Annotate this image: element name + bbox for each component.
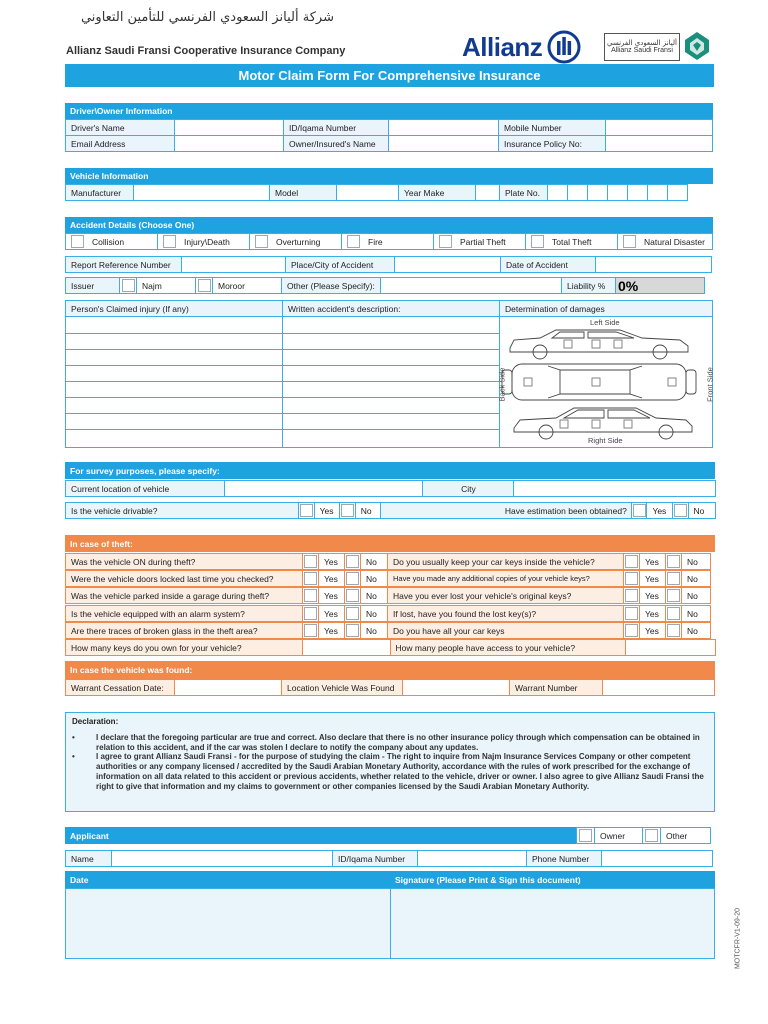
- theft-question-right: Have you made any additional copies of your vehicle keys?: [387, 570, 624, 587]
- yes-label: Yes: [639, 587, 666, 604]
- section-found: In case the vehicle was found:: [65, 661, 715, 679]
- ruled-line: [65, 397, 500, 398]
- applicant-phone-field[interactable]: [601, 850, 713, 867]
- yes-label: Yes: [639, 553, 666, 570]
- location-found-label: Location Vehicle Was Found: [281, 679, 403, 696]
- checkbox[interactable]: [667, 555, 680, 568]
- ruled-line: [65, 413, 500, 414]
- applicant-phone-label: Phone Number: [526, 850, 602, 867]
- no-label: No: [681, 587, 711, 604]
- warrant-date-label: Warrant Cessation Date:: [65, 679, 175, 696]
- accident-type-label: Natural Disaster: [644, 236, 705, 247]
- applicant-name-field[interactable]: [111, 850, 333, 867]
- policy-number-field[interactable]: [605, 135, 713, 152]
- theft-question-right: Do you have all your car keys: [387, 622, 624, 639]
- section-vehicle: Vehicle Information: [65, 168, 713, 184]
- plate-char-3[interactable]: [587, 184, 608, 201]
- section-survey: For survey purposes, please specify:: [65, 462, 715, 479]
- theft-question-left: Was the vehicle ON during theft?: [65, 553, 303, 570]
- checkbox[interactable]: [304, 607, 317, 620]
- plate-char-4[interactable]: [607, 184, 628, 201]
- ruled-line: [65, 349, 500, 350]
- checkbox[interactable]: [674, 504, 687, 517]
- declaration-title: Declaration:: [72, 717, 119, 726]
- damage-box-right-2: [592, 420, 600, 428]
- checkbox[interactable]: [625, 589, 638, 602]
- owner-label: Owner: [594, 827, 643, 844]
- accident-type-label: Fire: [368, 236, 383, 247]
- theft-question-right: Do you usually keep your car keys inside the vehicle?: [387, 553, 624, 570]
- checkbox[interactable]: [346, 572, 359, 585]
- no-label: No: [360, 570, 388, 587]
- brand-wordmark: Allianz: [462, 31, 543, 62]
- left-side-label: Left Side: [590, 318, 620, 327]
- damage-box-left-1: [564, 340, 572, 348]
- accident-date-field[interactable]: [595, 256, 712, 273]
- theft-right-yes-checkbox-cell[interactable]: [623, 570, 640, 587]
- location-found-field[interactable]: [402, 679, 510, 696]
- theft-question-left: Are there traces of broken glass in the theft area?: [65, 622, 303, 639]
- issuer-other-label: Other (Please Specify):: [281, 277, 381, 294]
- liability-percent: 0%: [618, 277, 639, 294]
- checkbox[interactable]: [300, 504, 313, 517]
- date-header: Date: [65, 871, 390, 888]
- ruled-line: [65, 429, 500, 430]
- checkbox[interactable]: [341, 504, 354, 517]
- accident-type-label: Partial Theft: [460, 236, 506, 247]
- accident-type-total-theft[interactable]: [525, 233, 618, 250]
- manufacturer-field[interactable]: [133, 184, 270, 201]
- policy-number-label: Insurance Policy No:: [498, 135, 606, 152]
- section-theft: In case of theft:: [65, 535, 715, 552]
- accident-type-label: Total Theft: [552, 236, 592, 247]
- damage-box-front: [668, 378, 676, 386]
- no-label: No: [360, 622, 388, 639]
- back-side-label: Back Side: [497, 367, 507, 402]
- theft-question-right: If lost, have you found the lost key(s)?: [387, 605, 624, 622]
- declaration-item-1: [72, 733, 708, 753]
- claimed-injury-label: Person's Claimed injury (If any): [65, 300, 283, 317]
- other-checkbox-cell[interactable]: [642, 827, 661, 844]
- yes-label: Yes: [639, 622, 666, 639]
- warrant-number-label: Warrant Number: [509, 679, 603, 696]
- no-label: No: [360, 587, 388, 604]
- applicant-name-label: Name: [65, 850, 112, 867]
- yes-label: Yes: [639, 570, 666, 587]
- allianz-eagle-icon: [547, 30, 581, 64]
- drivable-yes-checkbox-cell[interactable]: [298, 502, 315, 519]
- checkbox[interactable]: [633, 504, 646, 517]
- yes-label: Yes: [318, 553, 345, 570]
- najm-label: Najm: [136, 277, 196, 294]
- checkbox[interactable]: [304, 589, 317, 602]
- checkbox[interactable]: [667, 607, 680, 620]
- theft-left-yes-checkbox-cell[interactable]: [302, 553, 319, 570]
- warrant-date-field[interactable]: [174, 679, 282, 696]
- checkbox[interactable]: [346, 555, 359, 568]
- bullet-icon: •: [72, 732, 75, 742]
- injury-lines[interactable]: [65, 317, 500, 448]
- email-label: Email Address: [65, 135, 175, 152]
- applicant-id-label: ID/Iqama Number: [332, 850, 418, 867]
- plate-char-6[interactable]: [647, 184, 668, 201]
- warrant-number-field[interactable]: [602, 679, 715, 696]
- accident-type-collision[interactable]: [65, 233, 158, 250]
- damage-box-back: [524, 378, 532, 386]
- found-row: [65, 679, 715, 696]
- people-access-label: How many people have access to your vehicle?: [390, 639, 627, 656]
- plate-char-5[interactable]: [627, 184, 648, 201]
- theft-right-no-checkbox-cell[interactable]: [665, 622, 682, 639]
- date-field[interactable]: [65, 888, 391, 959]
- form-code: MOTCFR-V1-09-20: [734, 907, 742, 970]
- manufacturer-label: Manufacturer: [65, 184, 134, 201]
- checkbox[interactable]: [667, 589, 680, 602]
- accident-type-fire[interactable]: [341, 233, 434, 250]
- accident-description-label: Written accident's description:: [282, 300, 500, 317]
- moroor-label: Moroor: [212, 277, 282, 294]
- driver-row-1: [65, 119, 713, 136]
- section-accident: Accident Details (Choose One): [65, 217, 713, 233]
- declaration-text-2: I agree to grant Allianz Saudi Fransi - for the purpose of studying the claim - The right to inquire from Najm Insurance Services Company or other competent authorities or any company licensed / accredited by the Saudi Arabian Monetary Authority, accordance with the rules of work prescribed for the exchange of information on all data related to this accident or previous accidents, whether related to the vehicle, driver or owner. I also agree to give Allianz Saudi Fransi the right to give that information and my claims to government or other companies licensed by the Saudi Arabian Monetary Authority.: [96, 752, 704, 791]
- yes-label: Yes: [639, 605, 666, 622]
- theft-left-no-checkbox-cell[interactable]: [344, 570, 361, 587]
- issuer-label: Issuer: [65, 277, 120, 294]
- checkbox[interactable]: [304, 624, 317, 637]
- ruled-line: [65, 381, 500, 382]
- bullet-icon: •: [72, 752, 75, 762]
- no-label: No: [681, 570, 711, 587]
- allianz-logo: [462, 30, 581, 64]
- driver-row-2: [65, 135, 713, 152]
- checkbox[interactable]: [346, 589, 359, 602]
- car-right-side-icon: [514, 408, 692, 439]
- survey-drivable-row: [65, 502, 715, 519]
- city-label: City: [422, 480, 514, 497]
- owner-name-field[interactable]: [388, 135, 499, 152]
- id-iqama-label: ID/Iqama Number: [283, 119, 389, 136]
- declaration-item-2: [72, 752, 708, 791]
- theft-row: [65, 605, 715, 622]
- liability-value[interactable]: [615, 277, 705, 294]
- liability-label: Liability %: [561, 277, 616, 294]
- damage-box-roof: [592, 378, 600, 386]
- vehicle-damage-diagram[interactable]: [497, 318, 712, 446]
- damage-box-left-3: [614, 340, 622, 348]
- report-ref-field[interactable]: [181, 256, 286, 273]
- checkbox[interactable]: [645, 829, 658, 842]
- signature-header: Signature (Please Print & Sign this document): [390, 871, 715, 888]
- year-make-label: Year Make: [398, 184, 476, 201]
- estimation-no-label: No: [688, 502, 716, 519]
- plate-char-2[interactable]: [567, 184, 588, 201]
- theft-left-no-checkbox-cell[interactable]: [344, 605, 361, 622]
- issuer-row: [65, 277, 713, 294]
- drivers-name-label: Driver's Name: [65, 119, 175, 136]
- ruled-line: [65, 333, 500, 334]
- estimation-label: Have estimation been obtained?: [380, 502, 632, 519]
- theft-question-left: Is the vehicle equipped with an alarm system?: [65, 605, 303, 622]
- theft-question-left: Were the vehicle doors locked last time you checked?: [65, 570, 303, 587]
- section-driver-owner: Driver\Owner Information: [65, 103, 713, 119]
- company-name-arabic: شركة أليانز السعودي الفرنسي للتأمين التعاوني: [80, 10, 334, 25]
- email-field[interactable]: [174, 135, 284, 152]
- theft-question-left: Was the vehicle parked inside a garage during theft?: [65, 587, 303, 604]
- accident-type-label: Overturning: [276, 236, 321, 247]
- accident-date-label: Date of Accident: [500, 256, 596, 273]
- saudi-fransi-emblem-icon: [683, 30, 711, 62]
- current-location-label: Current location of vehicle: [65, 480, 225, 497]
- checkbox[interactable]: [346, 607, 359, 620]
- plate-char-7[interactable]: [667, 184, 688, 201]
- theft-left-no-checkbox-cell[interactable]: [344, 622, 361, 639]
- no-label: No: [681, 622, 711, 639]
- front-side-label: Front Side: [705, 367, 715, 402]
- issuer-other-field[interactable]: [380, 277, 562, 294]
- theft-right-yes-checkbox-cell[interactable]: [623, 553, 640, 570]
- no-label: No: [681, 605, 711, 622]
- mobile-number-field[interactable]: [605, 119, 713, 136]
- accident-type-overturning[interactable]: [249, 233, 342, 250]
- najm-checkbox-cell[interactable]: [119, 277, 137, 294]
- theft-left-no-checkbox-cell[interactable]: [344, 553, 361, 570]
- drivable-no-checkbox-cell[interactable]: [339, 502, 356, 519]
- theft-right-yes-checkbox-cell[interactable]: [623, 587, 640, 604]
- keys-owned-label: How many keys do you own for your vehicle?: [65, 639, 303, 656]
- theft-left-yes-checkbox-cell[interactable]: [302, 587, 319, 604]
- year-make-field[interactable]: [475, 184, 500, 201]
- drivable-label: Is the vehicle drivable?: [65, 502, 299, 519]
- estimation-yes-label: Yes: [646, 502, 672, 519]
- checkbox[interactable]: [255, 235, 268, 248]
- report-ref-label: Report Reference Number: [65, 256, 182, 273]
- brand-sub: Allianz Saudi Fransi: [611, 47, 673, 54]
- checkbox[interactable]: [625, 555, 638, 568]
- damage-box-left-2: [592, 340, 600, 348]
- theft-row: [65, 553, 715, 570]
- survey-location-row: [65, 480, 715, 497]
- applicant-row: [65, 850, 713, 867]
- checkbox[interactable]: [346, 624, 359, 637]
- other-label: Other: [660, 827, 711, 844]
- plate-char-1[interactable]: [547, 184, 568, 201]
- place-city-field[interactable]: [394, 256, 501, 273]
- city-field[interactable]: [513, 480, 716, 497]
- checkbox[interactable]: [579, 829, 592, 842]
- estimation-no-checkbox-cell[interactable]: [672, 502, 689, 519]
- theft-keys-row: [65, 639, 715, 656]
- theft-left-yes-checkbox-cell[interactable]: [302, 622, 319, 639]
- checkbox[interactable]: [667, 572, 680, 585]
- checkbox[interactable]: [625, 572, 638, 585]
- accident-type-label: Injury\Death: [184, 236, 230, 247]
- applicant-type: [576, 827, 710, 844]
- damage-box-right-1: [560, 420, 568, 428]
- checkbox[interactable]: [623, 235, 636, 248]
- applicant-id-field[interactable]: [417, 850, 527, 867]
- declaration-box: [65, 712, 715, 812]
- theft-right-no-checkbox-cell[interactable]: [665, 587, 682, 604]
- accident-type-natural-disaster[interactable]: [617, 233, 713, 250]
- theft-right-no-checkbox-cell[interactable]: [665, 553, 682, 570]
- accident-type-row: [65, 233, 713, 250]
- yes-label: Yes: [318, 570, 345, 587]
- theft-right-no-checkbox-cell[interactable]: [665, 605, 682, 622]
- owner-name-label: Owner/Insured's Name: [283, 135, 389, 152]
- current-location-field[interactable]: [224, 480, 424, 497]
- theft-right-yes-checkbox-cell[interactable]: [623, 622, 640, 639]
- drivers-name-field[interactable]: [174, 119, 284, 136]
- checkbox[interactable]: [625, 624, 638, 637]
- people-access-field[interactable]: [625, 639, 716, 656]
- checkbox[interactable]: [667, 624, 680, 637]
- theft-row: [65, 570, 715, 587]
- theft-row: [65, 587, 715, 604]
- right-side-label: Right Side: [588, 436, 623, 445]
- plate-number-label: Plate No.: [499, 184, 548, 201]
- model-label: Model: [269, 184, 337, 201]
- brand-box: [604, 33, 680, 61]
- place-city-label: Place/City of Accident: [285, 256, 395, 273]
- damage-box-right-3: [624, 420, 632, 428]
- theft-left-yes-checkbox-cell[interactable]: [302, 605, 319, 622]
- drivable-no-label: No: [355, 502, 381, 519]
- checkbox[interactable]: [304, 555, 317, 568]
- moroor-checkbox[interactable]: [198, 279, 211, 292]
- checkbox[interactable]: [625, 607, 638, 620]
- owner-checkbox-cell[interactable]: [576, 827, 595, 844]
- id-iqama-field[interactable]: [388, 119, 499, 136]
- vehicle-row: [65, 184, 713, 201]
- theft-row: [65, 622, 715, 639]
- checkbox[interactable]: [71, 235, 84, 248]
- no-label: No: [360, 605, 388, 622]
- accident-type-partial-theft[interactable]: [433, 233, 526, 250]
- declaration-text-1: I declare that the foregoing particular are true and correct. Also declare that there is no other insurance policy through which compensation can be obtained in relation to this accident, and if the car was stolen I declare to notify the company about any updates.: [96, 732, 700, 752]
- accident-type-injury[interactable]: [157, 233, 250, 250]
- mobile-number-label: Mobile Number: [498, 119, 606, 136]
- checkbox[interactable]: [304, 572, 317, 585]
- accident-ref-row: [65, 256, 713, 273]
- najm-checkbox[interactable]: [122, 279, 135, 292]
- accident-type-label: Collision: [92, 236, 125, 247]
- theft-left-no-checkbox-cell[interactable]: [344, 587, 361, 604]
- form-title: Motor Claim Form For Comprehensive Insurance: [65, 64, 714, 87]
- ruled-line: [65, 365, 500, 366]
- checkbox[interactable]: [439, 235, 452, 248]
- company-name-english: Allianz Saudi Fransi Cooperative Insurance Company: [66, 45, 346, 57]
- model-field[interactable]: [336, 184, 399, 201]
- estimation-yes-checkbox-cell[interactable]: [631, 502, 648, 519]
- drivable-yes-label: Yes: [314, 502, 340, 519]
- theft-right-no-checkbox-cell[interactable]: [665, 570, 682, 587]
- section-applicant: Applicant: [65, 827, 577, 844]
- damages-label: Determination of damages: [499, 300, 713, 317]
- yes-label: Yes: [318, 605, 345, 622]
- checkbox[interactable]: [163, 235, 176, 248]
- no-label: No: [681, 553, 711, 570]
- checkbox[interactable]: [531, 235, 544, 248]
- keys-owned-field[interactable]: [302, 639, 391, 656]
- theft-right-yes-checkbox-cell[interactable]: [623, 605, 640, 622]
- theft-left-yes-checkbox-cell[interactable]: [302, 570, 319, 587]
- moroor-checkbox-cell[interactable]: [195, 277, 213, 294]
- brand-arabic: أليانز السعودي الفرنسي: [606, 38, 677, 47]
- checkbox[interactable]: [347, 235, 360, 248]
- yes-label: Yes: [318, 622, 345, 639]
- signature-field[interactable]: [390, 888, 715, 959]
- no-label: No: [360, 553, 388, 570]
- theft-question-right: Have you ever lost your vehicle's original keys?: [387, 587, 624, 604]
- yes-label: Yes: [318, 587, 345, 604]
